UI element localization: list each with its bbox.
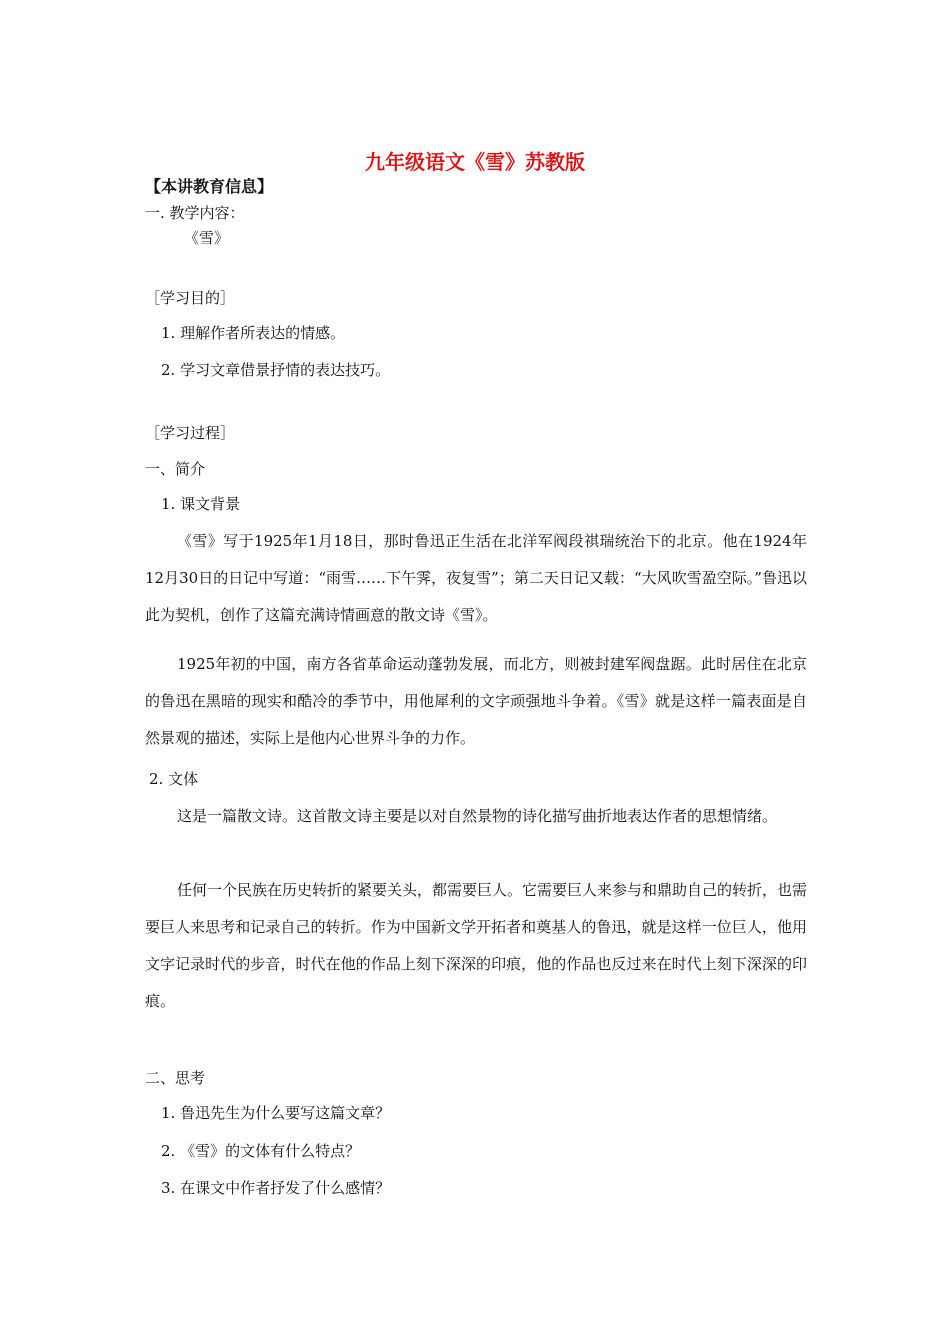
question-item-1: 1. 鲁迅先生为什么要写这篇文章？: [161, 1104, 391, 1122]
question-item-3: 3. 在课文中作者抒发了什么感情？: [161, 1179, 391, 1197]
question-item-2: 2. 《雪》的文体有什么特点？: [161, 1142, 361, 1160]
genre-paragraph-1: 这是一篇散文诗。这首散文诗主要是以对自然景物的诗化描写曲折地表达作者的思想情绪。: [177, 807, 778, 825]
content-label: 一. 教学内容：: [145, 204, 245, 222]
document-title: 九年级语文《雪》苏教版: [365, 150, 585, 174]
objectives-heading: ［学习目的］: [145, 289, 236, 307]
process-heading: ［学习过程］: [145, 424, 236, 442]
section1-sub2: 2. 文体: [149, 770, 199, 788]
section1-sub1: 1. 课文背景: [161, 495, 241, 513]
genre-paragraph-2: 任何一个民族在历史转折的紧要关头，都需要巨人。它需要巨人来参与和鼎助自己的转折，也需要巨人来思考和记录自己的转折。作为中国新文学开拓者和奠基人的鲁迅，就是这样一位巨人，他用文字记录时代的步音，时代在他的作品上刻下深深的印痕，他的作品也反过来在时代上刻下深深的印痕。: [145, 881, 808, 1010]
background-paragraph-2: 1925年初的中国，南方各省革命运动蓬勃发展，而北方，则被封建军阀盘踞。此时居住在北京的鲁迅在黑暗的现实和酷冷的季节中，用他犀利的文字顽强地斗争着。《雪》就是这样一篇表面是自然景观的描述，实际上是他内心世界斗争的力作。: [145, 655, 807, 747]
section2-heading: 二、思考: [145, 1069, 206, 1087]
objective-item-2: 2. 学习文章借景抒情的表达技巧。: [161, 361, 391, 379]
section1-heading: 一、简介: [145, 460, 206, 478]
objective-item-1: 1. 理解作者所表达的情感。: [161, 324, 346, 342]
background-paragraph-1: 《雪》写于1925年1月18日，那时鲁迅正生活在北洋军阀段祺瑞统治下的北京。他在1924年12月30日的日记中写道：“雨雪……下午霁，夜复雪”；第二天日记又载：“大风吹雪盈空际。”鲁迅以此为契机，创作了这篇充满诗情画意的散文诗《雪》。: [145, 532, 807, 624]
info-heading: 【本讲教育信息】: [145, 177, 274, 196]
content-text: 《雪》: [184, 229, 230, 247]
